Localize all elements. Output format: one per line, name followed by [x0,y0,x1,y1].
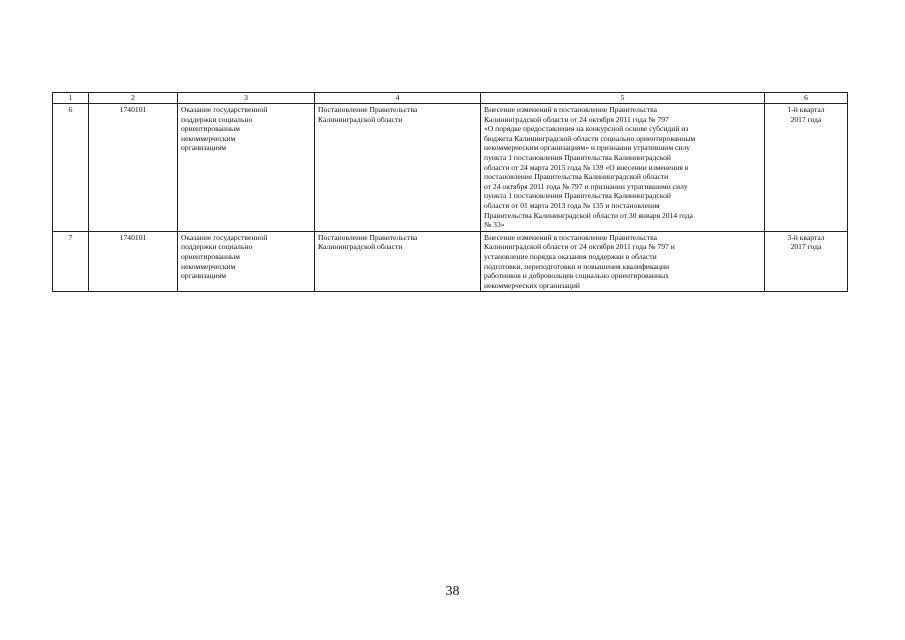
description-cell [481,104,765,232]
deadline-line: 2017 года [790,242,822,252]
table-row [53,104,848,232]
header-col-4: 4 [315,93,481,104]
description-line: бюджета Калининградской области социально ориентированным [484,133,696,143]
description-cell [481,231,765,292]
measure-name-cell [178,104,315,232]
legal-act-line: Калининградской области [318,114,403,124]
deadline-line: 3-й квартал [787,232,825,242]
legal-act-cell [315,231,481,292]
header-col-2: 2 [89,93,178,104]
measure-name-line: некоммерческим [181,261,236,271]
code-cell: 1740101 [89,104,178,232]
description-line: установление порядка оказания поддержки в области [484,251,657,261]
row-number-cell: 6 [53,104,89,232]
description-line: подготовки, переподготовки и повышения квалификации [484,261,670,271]
measure-name-line: Оказание государственной [181,105,268,114]
measure-name-line: организациям [181,143,227,153]
description-line: области от 01 марта 2013 года № 135 и постановления [484,200,660,210]
deadline-line: 2017 года [790,114,822,124]
description-line: Правительства Калининградской области от 30 января 2014 года [484,210,693,220]
description-line: области от 24 марта 2015 года № 139 «О внесении изменения в [484,162,689,172]
description-line: Калининградской области от 24 октября 2011 года № 797 [484,114,669,124]
deadline-cell [765,104,848,232]
description-line: некоммерческим организациям» и признании утратившим силу [484,143,691,153]
table-body [53,104,848,292]
description-line: постановление Правительства Калининградской области [484,172,669,182]
description-line: «О порядке предоставления на конкурсной основе субсидий из [484,124,689,134]
page-number: 38 [445,584,460,599]
measure-name-line: поддержки социально [181,114,253,124]
measure-name-line: ориентированным [181,124,240,134]
header-col-6: 6 [765,93,848,104]
legal-act-cell [315,104,481,232]
description-line: Калининградской области от 24 октября 2011 года № 797 и [484,242,675,252]
legal-act-line: Калининградской области [318,242,403,252]
description-line: пункта 1 постановления Правительства Калининградской [484,191,671,201]
row-number-cell: 7 [53,231,89,292]
header-col-3: 3 [178,93,315,104]
description-line: пункта 1 постановления Правительства Калининградской [484,152,671,162]
deadline-line: 1-й квартал [787,105,825,114]
description-line: некоммерческих организаций [484,280,580,290]
legal-act-line: Постановление Правительства [318,232,418,242]
description-line: работников и добровольцев социально ориентированных [484,271,669,281]
measure-name-line: некоммерческим [181,133,236,143]
description-line: Внесение изменений в постановление Правительства [484,232,657,242]
description-line: Внесение изменений в постановление Правительства [484,105,657,114]
description-line: от 24 октября 2011 года № 797 и признании утратившими силу [484,181,688,191]
measure-name-line: организациям [181,271,227,281]
measure-name-line: поддержки социально [181,242,253,252]
table-row [53,231,848,292]
measure-name-line: Оказание государственной [181,232,268,242]
measure-name-line: ориентированным [181,251,240,261]
measure-name-cell [178,231,315,292]
code-cell: 1740101 [89,231,178,292]
deadline-cell [765,231,848,292]
header-col-5: 5 [481,93,765,104]
table-header-row [53,93,848,104]
document-table [52,92,848,292]
header-col-1: 1 [53,93,89,104]
description-line: № 33» [484,220,505,230]
legal-act-line: Постановление Правительства [318,105,418,114]
